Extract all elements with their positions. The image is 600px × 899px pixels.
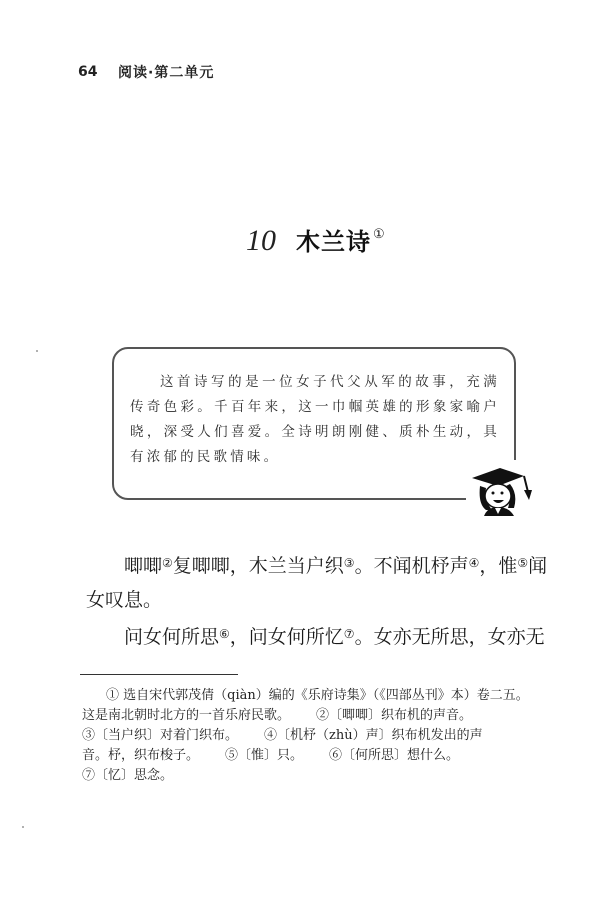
poem-body <box>86 546 560 654</box>
section-label: 阅读·第二单元 <box>118 65 215 81</box>
footnote: ③〔当户织〕对着门织布。 <box>82 728 239 743</box>
page-number: 64 <box>78 64 98 80</box>
footnote-ref: ⑤ <box>517 556 529 570</box>
footnote-line <box>82 706 566 726</box>
footnote: ⑤〔惟〕只。 <box>225 748 304 763</box>
page-header <box>78 62 214 82</box>
footnote: ⑦〔忆〕思念。 <box>82 768 174 783</box>
footnote-ref: ③ <box>343 556 355 570</box>
footnote-line <box>82 746 566 766</box>
footnote-mark: ① <box>373 227 385 242</box>
graduate-girl-icon <box>466 460 536 516</box>
footnote-ref: ② <box>162 556 173 570</box>
intro-text: 这首诗写的是一位女子代父从军的故事，充满传奇色彩。千百年来，这一巾帼英雄的形象家喻户晓，深受人们喜爱。全诗明朗刚健、质朴生动，具有浓郁的民歌情味。 <box>130 374 500 465</box>
footnote-line <box>106 686 566 706</box>
scan-speck <box>22 826 24 828</box>
footnote-ref: ⑥ <box>219 627 230 641</box>
lesson-number: 10 <box>246 224 276 257</box>
footnote: ②〔唧唧〕织布机的声音。 <box>316 708 473 723</box>
footnotes <box>82 686 566 786</box>
footnote: ④〔机杼（zhù）声〕织布机发出的声 <box>264 728 483 743</box>
footnote-line <box>82 726 566 746</box>
scan-speck <box>36 350 38 352</box>
footnote-ref: ④ <box>468 556 480 570</box>
footnote-line <box>82 766 566 786</box>
footnote: 这是南北朝时北方的一首乐府民歌。 <box>82 708 291 723</box>
lesson-title <box>246 222 385 258</box>
poem-paragraph: 问女何所思⑥，问女何所忆⑦。女亦无所思，女亦无 <box>124 626 545 648</box>
footnote: ⑥〔何所思〕想什么。 <box>329 748 460 763</box>
poem-paragraph: 唧唧②复唧唧，木兰当户织③。不闻机杼声④，惟⑤闻女叹息。 <box>86 555 548 611</box>
footnote-divider <box>80 674 238 675</box>
footnote: 音。杼，织布梭子。 <box>82 748 200 763</box>
footnote-ref: ⑦ <box>343 627 355 641</box>
footnote: ① 选自宋代郭茂倩（qiàn）编的《乐府诗集》（《四部丛刊》本）卷二五。 <box>106 688 529 703</box>
lesson-name: 木兰诗 <box>296 228 371 256</box>
